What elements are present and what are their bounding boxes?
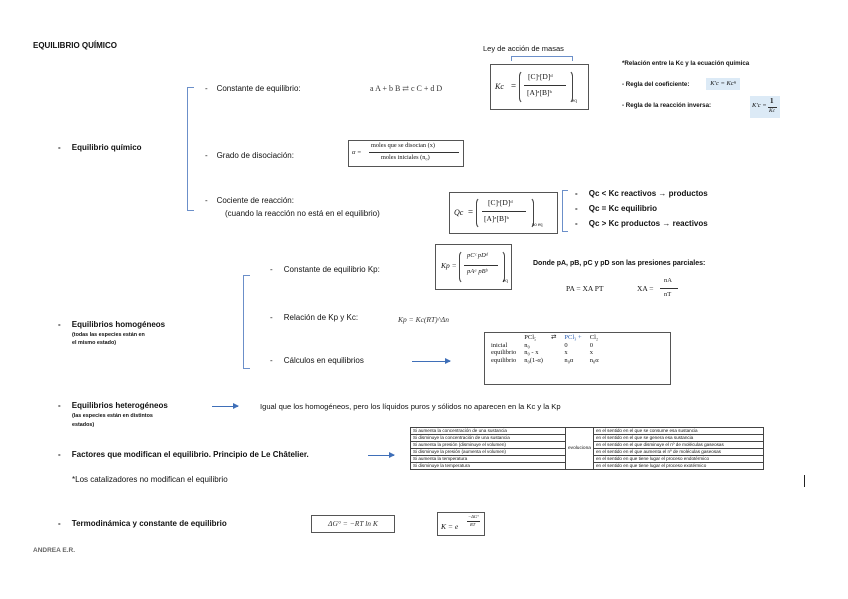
relacion-label: Relación de Kp y Kc: (283, 313, 359, 322)
calc-cell (547, 349, 560, 357)
kc-den: [A]ᵃ[B]ᵇ (527, 88, 552, 97)
calc-cell: ⇄ (550, 334, 557, 341)
case-1-text: Qc < Kc reactivos → productos (588, 189, 708, 198)
factores-table (410, 427, 764, 470)
section-equilibrio-quimico: - Equilibrio químico (58, 143, 142, 152)
section-homogeneos: - Equilibrios homogéneos (58, 320, 166, 329)
relation-title: *Relación entre la Kc y la ecuación química (622, 60, 750, 67)
k-exp-num: −ΔG° (468, 514, 479, 519)
calc-header-row (487, 334, 603, 342)
section-termo: - Termodinámica y constante de equilibrio (58, 519, 227, 528)
calc-cell: equilibrio (491, 356, 517, 364)
k-exp-lhs: K = e (441, 522, 459, 531)
factor-condition: Si disminuye la presión (aumenta el volumen) (411, 449, 566, 456)
brace-homogeneos (243, 275, 250, 369)
xa-lhs: XA = (637, 284, 654, 293)
section-heterogeneos: - Equilibrios heterogéneos (58, 401, 168, 410)
coef-formula: K′c = Kcⁿ (706, 78, 740, 90)
table-side-mark (804, 475, 805, 487)
kp-bar (464, 265, 498, 266)
calc-cell: PCl₃ + (564, 334, 582, 341)
calc-row (487, 349, 603, 357)
alpha-den: moles iniciales (n₀) (381, 154, 430, 161)
factor-effect: en el sentido en el que se consume esa sustancia (593, 428, 763, 435)
disociacion-label: Grado de disociación: (216, 151, 294, 160)
disociacion-item: - Grado de disociación: (205, 151, 294, 160)
partial-pressures-text: Donde pA, pB, pC y pD son las presiones parciales: (533, 260, 706, 267)
author: ANDREA E.R. (33, 547, 76, 554)
inverse-lhs: K′c = (752, 102, 767, 109)
case-3-text: Qc > Kc productos → reactivos (588, 219, 708, 228)
alpha-num: moles que se disocian (x) (371, 142, 436, 149)
kp-sub: eq (503, 279, 508, 284)
page-title: EQUILIBRIO QUÍMICO (33, 41, 117, 50)
case-2: - Qc = Kc equilibrio (575, 204, 658, 213)
coef-rule-label: - Regla del coeficiente: (622, 81, 690, 88)
case-3: - Qc > Kc productos → reactivos (575, 219, 708, 228)
calc-cell: 0 (564, 341, 568, 349)
inverse-formula (750, 96, 780, 118)
homogeneos-label: Equilibrios homogéneos (71, 320, 166, 329)
calc-cell: x (589, 349, 593, 356)
kc-num: [C]ᶜ[D]ᵈ (528, 72, 553, 81)
law-title: Ley de acción de masas (483, 44, 564, 53)
homogeneos-note-2: el mismo estado) (72, 340, 117, 346)
calculos-label: Cálculos en equilibrios (283, 356, 364, 365)
factor-row (411, 428, 764, 435)
alpha-bar (369, 152, 459, 153)
relacion-formula: Kp = Kc(RT)^Δn (398, 315, 449, 324)
alpha-formula-box (348, 140, 464, 167)
homogeneos-note-1: (todas las especies están en (72, 332, 145, 338)
inverse-den: Kc (769, 108, 776, 114)
calc-cell: n₀ - x (524, 349, 539, 356)
factores-label: Factores que modifican el equilibrio. Principio de Le Châtelier. (71, 450, 309, 459)
factor-effect: en el sentido en el que aumenta el nº de moléculas gaseosas (593, 449, 763, 456)
heterogeneos-arrow (212, 406, 238, 407)
xa-bar (660, 288, 678, 289)
inverse-rule-label: - Regla de la reacción inversa: (622, 102, 712, 109)
case-2-text: Qc = Kc equilibrio (588, 204, 658, 213)
factor-condition: Si disminuye la temperatura (411, 463, 566, 470)
termo-label: Termodinámica y constante de equilibrio (71, 519, 227, 528)
constante-label: Constante de equilibrio: (216, 84, 301, 93)
xa-den: nT (664, 291, 672, 298)
reaction-equation: a A + b B ⇄ c C + d D (370, 84, 443, 93)
factor-condition: Si aumenta la temperatura (411, 456, 566, 463)
factor-condition: Si aumenta la concentración de una sustancia (411, 428, 566, 435)
k-exp-formula (437, 512, 485, 536)
factor-evoluciona: evoluciona (566, 428, 594, 470)
calculos-table-box (484, 332, 671, 385)
kc-bar (524, 85, 566, 86)
cociente-label-2: (cuando la reacción no está en el equilibrio) (225, 209, 380, 218)
xa-num: nA (664, 277, 672, 284)
factor-effect: en el sentido en el que disminuye el nº de moléculas gaseosas (593, 442, 763, 449)
cociente-label-1: Cociente de reacción: (216, 196, 294, 205)
constante-item: - Constante de equilibrio: (205, 84, 301, 93)
equilibrio-quimico-label: Equilibrio químico (71, 143, 142, 152)
heterogeneos-note-1: (las especies están en distintos (72, 413, 153, 419)
calc-cell (487, 334, 520, 342)
kp-label: Constante de equilibrio Kp: (283, 265, 380, 274)
qc-eq: = (468, 207, 474, 217)
brace-cases (562, 190, 568, 232)
factor-effect: en el sentido en el que se genera esa sustancia (593, 435, 763, 442)
factores-arrow (368, 455, 394, 456)
kc-eq: = (511, 81, 517, 91)
calc-cell: n₀α (564, 356, 574, 364)
heterogeneos-label: Equilibrios heterogéneos (71, 401, 168, 410)
qc-bar (482, 211, 526, 212)
k-exp-den: RT (470, 522, 476, 527)
relacion-item: - Relación de Kp y Kc: (270, 313, 359, 322)
factores-table-box (410, 427, 764, 470)
calc-cell: PCl₅ (524, 334, 537, 341)
calc-cell: inicial (491, 341, 508, 349)
kc-formula-box (490, 64, 589, 110)
kp-item: - Constante de equilibrio Kp: (270, 265, 380, 274)
kc-sub: eq (572, 99, 577, 104)
brace-quimico (187, 87, 194, 211)
calculos-arrow (412, 361, 450, 362)
calc-cell (547, 342, 560, 350)
alpha-lhs: α = (352, 149, 362, 156)
calc-cell: 0 (589, 341, 593, 349)
calculos-table (487, 334, 603, 364)
cociente-item: - Cociente de reacción: (205, 196, 294, 205)
factor-condition: Si aumenta la presión (disminuye el volumen) (411, 442, 566, 449)
calc-row (487, 357, 603, 365)
case-1: - Qc < Kc reactivos → productos (575, 189, 708, 198)
factor-effect: en el sentido en que tiene lugar el proceso endotérmico (593, 456, 763, 463)
law-brace (511, 56, 573, 61)
calc-cell (547, 357, 560, 365)
inverse-num: 1 (770, 97, 774, 105)
calc-cell: n₀α (589, 356, 599, 364)
calc-cell: x (564, 349, 568, 356)
calc-row (487, 342, 603, 350)
kp-lhs: Kp = (441, 261, 457, 270)
factor-condition: Si disminuye la concentración de una sustancia (411, 435, 566, 442)
kp-formula-box (435, 244, 512, 290)
factor-effect: en el sentido en que tiene lugar el proceso exotérmico (593, 463, 763, 470)
catalizadores-note: *Los catalizadores no modifican el equilibrio (72, 475, 228, 484)
heterogeneos-note-2: estados) (72, 422, 95, 428)
pa-formula: PA = XA PT (566, 284, 604, 293)
kp-num: pCᶜ pDᵈ (467, 252, 488, 259)
qc-formula-box (449, 192, 558, 234)
qc-symbol: Qc (454, 208, 464, 217)
calc-cell: Cl₂ (589, 334, 599, 341)
calculos-item: - Cálculos en equilibrios (270, 356, 364, 365)
section-factores: - Factores que modifican el equilibrio. Principio de Le Châtelier. (58, 450, 309, 459)
kp-den: pAᵃ pBᵇ (467, 268, 488, 275)
qc-sub: no eq (532, 223, 543, 228)
qc-num: [C]ᶜ[D]ᵈ (488, 198, 513, 207)
gibbs-formula: ΔG° = −RT ln K (311, 515, 395, 533)
qc-den: [A]ᵃ[B]ᵇ (484, 214, 509, 223)
calc-cell: equilibrio (491, 349, 517, 356)
calc-cell: n₀(1-α) (524, 356, 543, 364)
heterogeneos-text: Igual que los homogéneos, pero los líquidos puros y sólidos no aparecen en la Kc y la Kp (260, 402, 561, 411)
kc-symbol: Kc (495, 82, 504, 91)
calc-cell: n₀ (524, 341, 530, 349)
